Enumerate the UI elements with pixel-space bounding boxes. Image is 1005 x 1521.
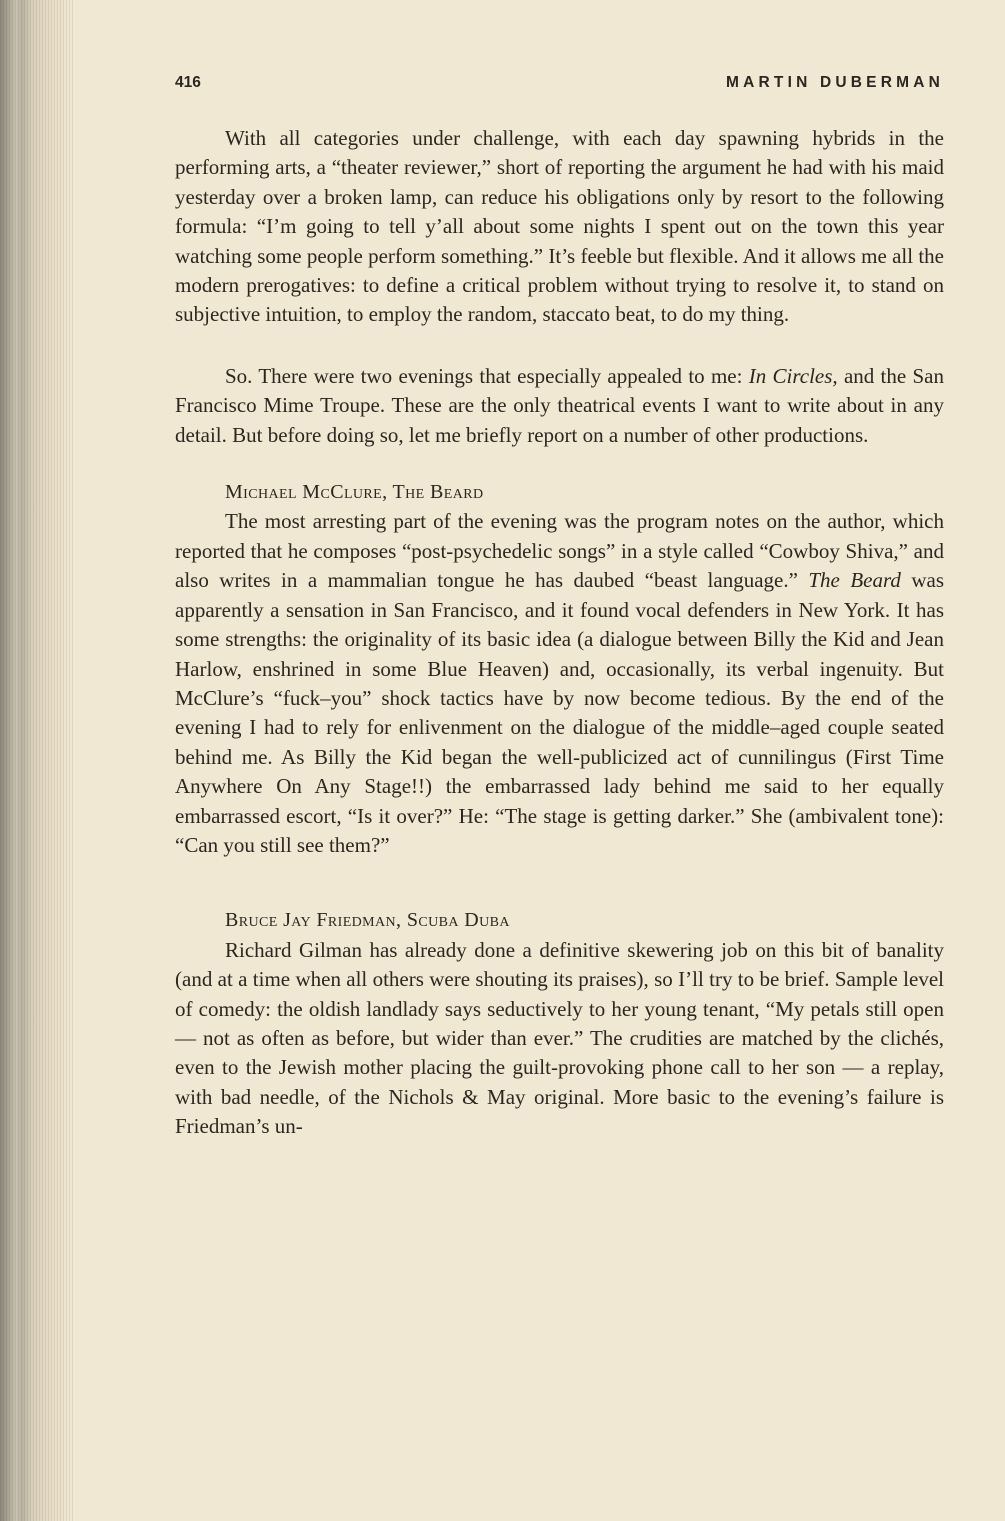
body-text bbox=[175, 124, 944, 1142]
paragraph-two-evenings bbox=[175, 362, 944, 450]
paragraph-intro: With all categories under challenge, with each day spawning hybrids in the performing arts, a “theater reviewer,” short of reporting the argument he had with his maid yesterday over a broken lamp, can reduce his obligations only by resort to the following formula: “I’m going to tell y’all about some nights I spent out on the town this year watching some people perform something.” It’s feeble but flexible. And it allows me all the modern prerogatives: to define a critical problem without trying to resolve it, to stand on subjective intuition, to employ the random, staccato beat, to do my thing. bbox=[175, 126, 944, 327]
paragraph-two-evenings-lead: So. There were two evenings that especially appealed to me: bbox=[225, 363, 749, 388]
paragraph-the-beard-a: The most arresting part of the evening was the program notes on the author, which reported that he composes “post-psychedelic songs” in a style called “Cowboy Shiva,” and also writes in a mammalian tongue he has daubed “beast language.” bbox=[175, 509, 944, 593]
paragraph-two-evenings-rest: and the San Francisco Mime Troupe. These are the only theatrical events I want to write about in any detail. But before doing so, let me briefly report on a number of other productions. bbox=[175, 363, 944, 447]
book-binding-edge bbox=[0, 0, 74, 1521]
paragraph-scuba-duba: Richard Gilman has already done a definitive skewering job on this bit of banality (and at a time when all others were shouting its praises), so I’ll try to be brief. Sample level of comedy: the oldish landlady says seductively to her young tenant, “My petals still open — not as often as before, but wider than ever.” The crudities are matched by the clichés, even to the Jewish mother placing the guilt-provoking phone call to her son — a replay, with bad needle, of the Nichols & May original. More basic to the evening’s failure is Friedman’s un- bbox=[175, 937, 944, 1139]
section-heading-scuba-duba: Bruce Jay Friedman, Scuba Duba bbox=[225, 909, 510, 932]
running-head: MARTIN DUBERMAN bbox=[726, 74, 944, 91]
paragraph-the-beard-b: was apparently a sensation in San Francisco, and it found vocal defenders in New York. It has some strengths: the originality of its basic idea (a dialogue between Billy the Kid and Jean Harlow, enshrined in some Blue Heaven) and, occasionally, its verbal ingenuity. But McClure’s “fuck–you” shock tactics have by now become tedious. By the end of the evening I had to rely for enlivenment on the dialogue of the middle–aged couple seated behind me. As Billy the Kid began the well-publicized act of cunnilingus (First Time Anywhere On Any Stage!!) the embarrassed lady behind me said to her equally embarrassed escort, “Is it over?” He: “The stage is getting darker.” She (ambivalent tone): “Can you still see them?” bbox=[175, 568, 944, 857]
section-heading-the-beard: Michael McClure, The Beard bbox=[225, 481, 484, 504]
page-number: 416 bbox=[175, 74, 201, 91]
title-in-circles: In Circles, bbox=[748, 363, 838, 388]
paragraph-the-beard bbox=[175, 507, 944, 860]
title-the-beard: The Beard bbox=[808, 568, 901, 593]
